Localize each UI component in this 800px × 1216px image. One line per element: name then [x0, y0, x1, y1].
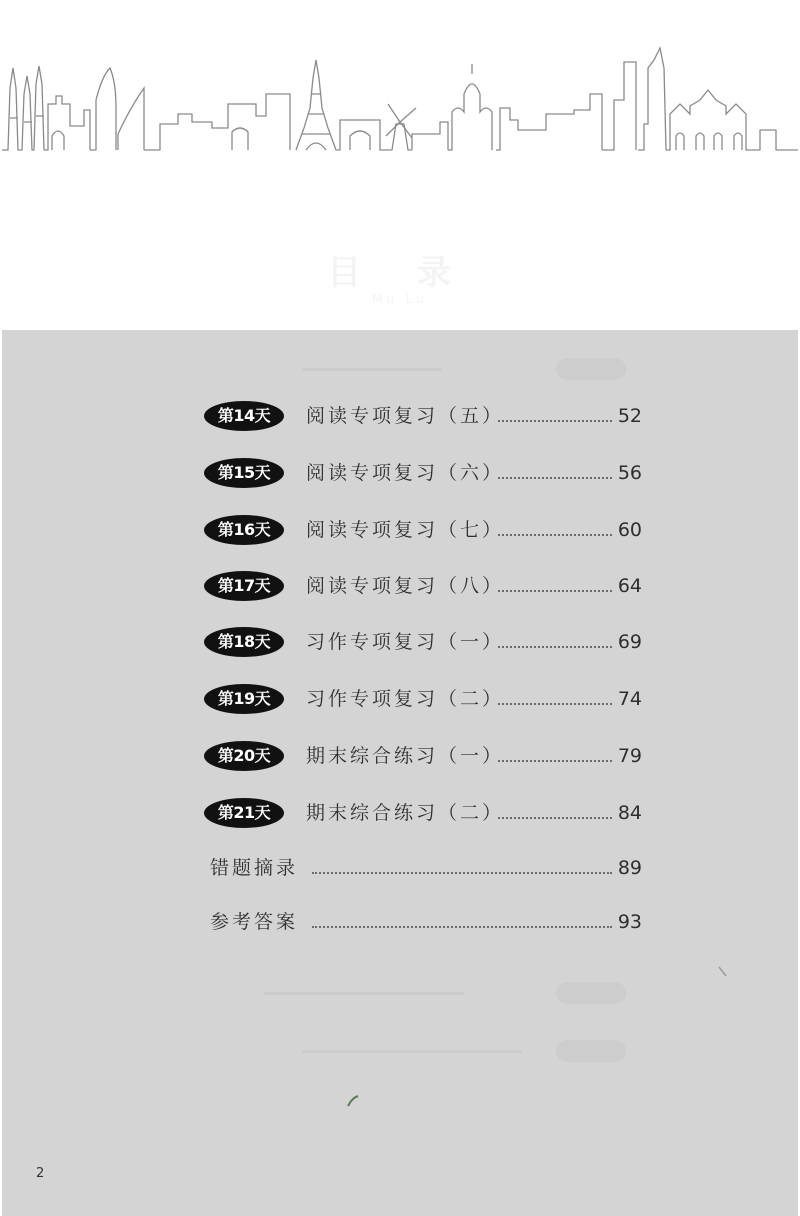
- entry-title: 期末综合练习（一）: [306, 745, 505, 767]
- entry-title: 错题摘录: [210, 857, 299, 879]
- entry-title: 阅读专项复习（七）: [306, 519, 505, 541]
- entry-page: 84: [617, 802, 642, 824]
- bleed-through-line: [264, 992, 464, 995]
- bleed-through-line: [302, 1050, 522, 1053]
- entry-page: 74: [617, 688, 642, 710]
- entry-page: 60: [617, 519, 642, 541]
- city-skyline-illustration: [0, 38, 800, 158]
- entry-page: 56: [617, 462, 642, 484]
- toc-entry-day20[interactable]: [0, 736, 800, 776]
- toc-entry-day21[interactable]: [0, 793, 800, 833]
- entry-title: 习作专项复习（二）: [306, 688, 505, 710]
- toc-entry-answer-key[interactable]: [0, 902, 800, 942]
- bleed-through-line: [302, 368, 442, 371]
- toc-entry-error-log[interactable]: [0, 848, 800, 888]
- entry-title: 参考答案: [210, 911, 299, 933]
- toc-entry-day15[interactable]: [0, 453, 800, 493]
- bleed-through-mark: [556, 1040, 626, 1062]
- toc-heading-pinyin: Mu Lu: [372, 292, 428, 306]
- entry-page: 89: [617, 857, 642, 879]
- entry-page: 69: [617, 631, 642, 653]
- day-badge: 第17天: [204, 571, 284, 601]
- day-badge: 第19天: [204, 684, 284, 714]
- dot-leader: [498, 760, 612, 762]
- scan-speck: [716, 964, 732, 980]
- toc-entry-day19[interactable]: [0, 679, 800, 719]
- scan-speck: [344, 1092, 364, 1112]
- entry-page: 64: [617, 575, 642, 597]
- dot-leader: [498, 817, 612, 819]
- bleed-through-mark: [556, 358, 626, 380]
- dot-leader: [498, 646, 612, 648]
- toc-entry-day16[interactable]: [0, 510, 800, 550]
- dot-leader: [498, 703, 612, 705]
- day-badge: 第21天: [204, 798, 284, 828]
- dot-leader: [498, 534, 612, 536]
- dot-leader: [498, 420, 612, 422]
- dot-leader: [498, 477, 612, 479]
- toc-entry-day14[interactable]: [0, 396, 800, 436]
- dot-leader: [312, 872, 612, 874]
- toc-heading: 目 录: [327, 253, 473, 293]
- day-badge: 第16天: [204, 515, 284, 545]
- entry-page: 52: [617, 405, 642, 427]
- entry-page: 79: [617, 745, 642, 767]
- day-badge: 第14天: [204, 401, 284, 431]
- entry-title: 期末综合练习（二）: [306, 802, 505, 824]
- entry-title: 阅读专项复习（六）: [306, 462, 505, 484]
- toc-entry-day17[interactable]: [0, 566, 800, 606]
- dot-leader: [498, 590, 612, 592]
- entry-page: 93: [617, 911, 642, 933]
- entry-title: 阅读专项复习（八）: [306, 575, 505, 597]
- toc-entry-day18[interactable]: [0, 622, 800, 662]
- entry-title: 习作专项复习（一）: [306, 631, 505, 653]
- day-badge: 第18天: [204, 627, 284, 657]
- day-badge: 第20天: [204, 741, 284, 771]
- day-badge: 第15天: [204, 458, 284, 488]
- entry-title: 阅读专项复习（五）: [306, 405, 505, 427]
- bleed-through-mark: [556, 982, 626, 1004]
- dot-leader: [312, 926, 612, 928]
- page-number: 2: [36, 1166, 45, 1181]
